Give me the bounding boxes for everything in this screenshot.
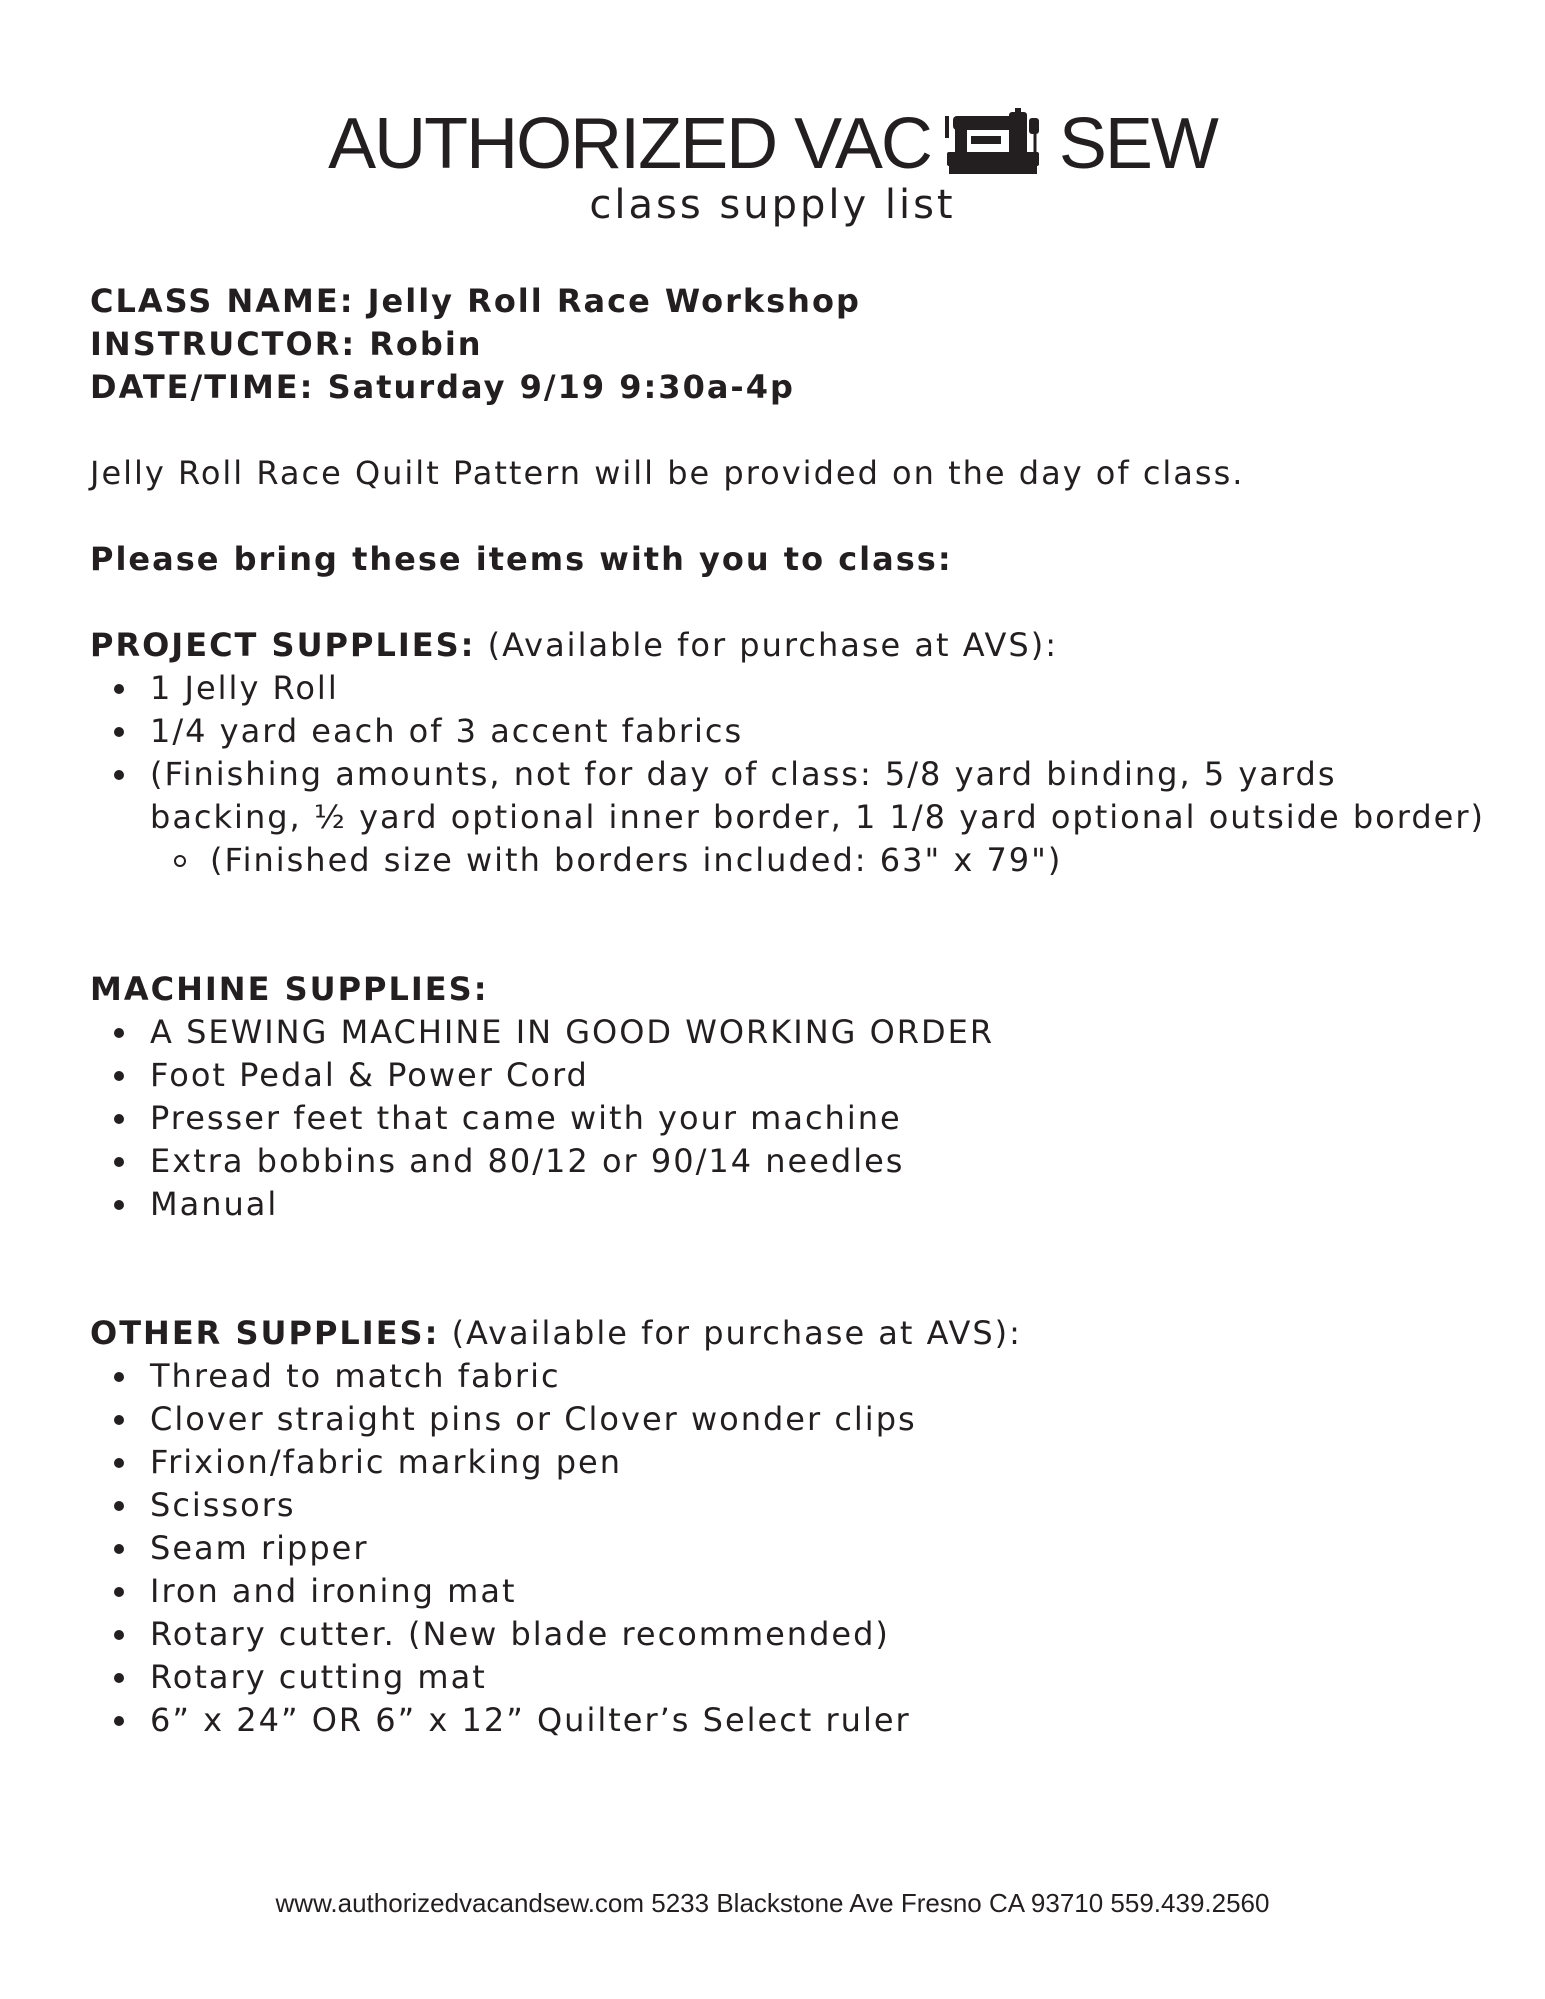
list-item — [90, 1097, 1490, 1140]
brand-left-text: AUTHORIZED VAC — [328, 104, 931, 184]
brand-right-text: SEW — [1058, 104, 1217, 184]
list-item-text: Rotary cutting mat — [150, 1658, 487, 1696]
machine-supplies-list — [90, 1011, 1490, 1226]
bullet-icon — [114, 1716, 124, 1726]
list-item — [90, 1656, 1490, 1699]
list-item — [90, 1441, 1490, 1484]
list-item-text: 6” x 24” OR 6” x 12” Quilter’s Select ruler — [150, 1701, 911, 1739]
bullet-icon — [114, 1157, 124, 1167]
list-item-text: Iron and ironing mat — [150, 1572, 517, 1610]
bullet-icon — [114, 1587, 124, 1597]
list-item-text: Frixion/fabric marking pen — [150, 1443, 622, 1481]
bullet-icon — [114, 1114, 124, 1124]
list-item-text: 1 Jelly Roll — [150, 669, 339, 707]
list-item — [90, 1613, 1490, 1656]
logo — [0, 104, 1545, 228]
instructor-line: INSTRUCTOR: Robin — [90, 325, 483, 363]
project-heading-note: (Available for purchase at AVS): — [475, 626, 1058, 664]
bullet-icon — [114, 1544, 124, 1554]
other-supplies-heading — [90, 1312, 1490, 1355]
list-item — [90, 1398, 1490, 1441]
list-item — [90, 1570, 1490, 1613]
intro-text: Jelly Roll Race Quilt Pattern will be provided on the day of class. — [90, 454, 1245, 492]
bullet-icon — [114, 1501, 124, 1511]
list-item — [90, 710, 1490, 753]
list-item-text: A SEWING MACHINE IN GOOD WORKING ORDER — [150, 1013, 995, 1051]
list-item — [90, 839, 1490, 882]
sewing-machine-icon — [945, 108, 1045, 180]
bullet-icon — [114, 1200, 124, 1210]
list-item-text: Scissors — [150, 1486, 296, 1524]
bullet-icon — [114, 1028, 124, 1038]
list-item-text: Clover straight pins or Clover wonder clips — [150, 1400, 917, 1438]
bullet-icon — [114, 1071, 124, 1081]
list-item — [90, 1183, 1490, 1226]
list-item-text: Extra bobbins and 80/12 or 90/14 needles — [150, 1142, 905, 1180]
list-item — [90, 1140, 1490, 1183]
bullet-icon — [114, 1415, 124, 1425]
project-supplies-heading — [90, 624, 1490, 667]
bullet-icon — [114, 1372, 124, 1382]
list-item-text: Manual — [150, 1185, 279, 1223]
footer-contact: www.authorizedvacandsew.com 5233 Blackstone Ave Fresno CA 93710 559.439.2560 — [275, 1888, 1270, 1918]
list-item-text: Rotary cutter. (New blade recommended) — [150, 1615, 890, 1653]
document-subtitle: class supply list — [589, 182, 956, 228]
list-item — [90, 1355, 1490, 1398]
supply-list-body — [90, 280, 1490, 1742]
bring-heading: Please bring these items with you to class: — [90, 540, 953, 578]
list-item-text: Thread to match fabric — [150, 1357, 561, 1395]
list-item — [90, 1484, 1490, 1527]
bullet-icon — [114, 1458, 124, 1468]
list-item-text: (Finishing amounts, not for day of class: 5/8 yard binding, 5 yards backing, ½ yard optional inner border, 1 1/8 yard optional outside border) — [150, 755, 1485, 836]
list-item-text: Presser feet that came with your machine — [150, 1099, 902, 1137]
bullet-icon — [114, 1673, 124, 1683]
bullet-icon — [114, 1630, 124, 1640]
list-item-text: Foot Pedal & Power Cord — [150, 1056, 589, 1094]
other-heading-label: OTHER SUPPLIES: — [90, 1314, 440, 1352]
brand-wordmark — [328, 104, 1217, 184]
project-sub-list — [90, 839, 1490, 882]
list-item — [90, 667, 1490, 710]
list-item — [90, 1527, 1490, 1570]
list-item — [90, 1011, 1490, 1054]
list-item-text: (Finished size with borders included: 63" x 79") — [210, 841, 1063, 879]
bullet-icon — [114, 684, 124, 694]
bullet-icon — [114, 770, 124, 780]
class-name-line: CLASS NAME: Jelly Roll Race Workshop — [90, 282, 861, 320]
bullet-icon — [114, 727, 124, 737]
project-supplies-list — [90, 667, 1490, 839]
other-heading-note: (Available for purchase at AVS): — [439, 1314, 1022, 1352]
list-item-text: Seam ripper — [150, 1529, 369, 1567]
list-item — [90, 1054, 1490, 1097]
list-item-text: 1/4 yard each of 3 accent fabrics — [150, 712, 744, 750]
datetime-line: DATE/TIME: Saturday 9/19 9:30a-4p — [90, 368, 795, 406]
hollow-bullet-icon — [174, 855, 186, 867]
project-heading-label: PROJECT SUPPLIES: — [90, 626, 476, 664]
list-item — [90, 753, 1490, 839]
machine-supplies-heading: MACHINE SUPPLIES: — [90, 970, 489, 1008]
other-supplies-list — [90, 1355, 1490, 1742]
list-item — [90, 1699, 1490, 1742]
